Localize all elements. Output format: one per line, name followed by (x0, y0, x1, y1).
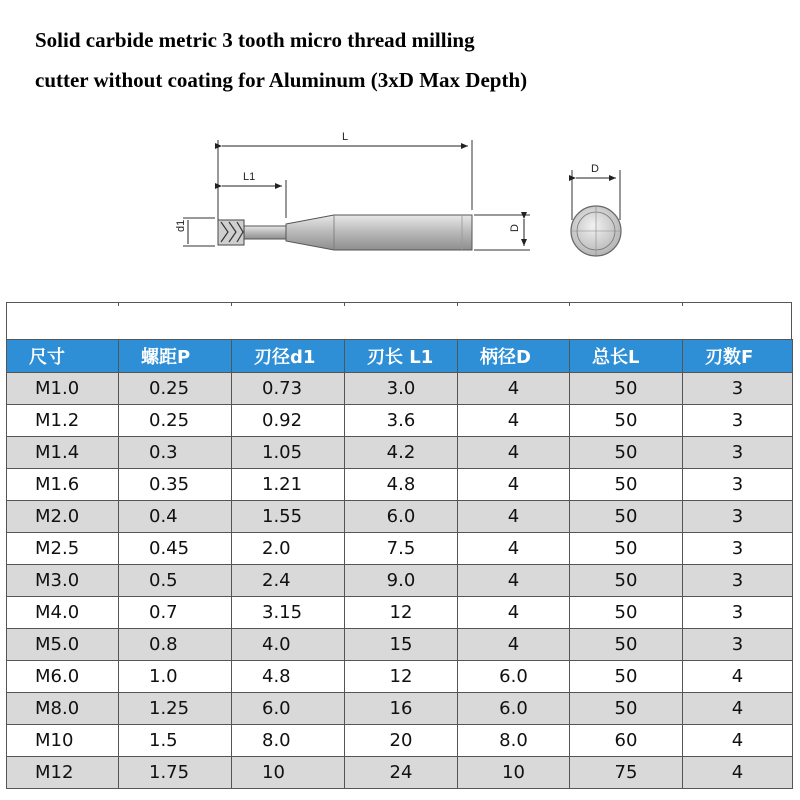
cell-shank-diameter: 8.0 (458, 725, 570, 757)
cell-shank-diameter: 4 (458, 373, 570, 405)
cell-size: M4.0 (7, 597, 119, 629)
cell-pitch: 0.25 (119, 405, 232, 437)
cell-pitch: 0.35 (119, 469, 232, 501)
table-row (7, 597, 793, 629)
dim-label-L1: L1 (243, 171, 256, 183)
header-cutting-length: 刃长 L1 (345, 340, 458, 373)
dim-label-d1: d1 (175, 219, 187, 232)
cell-size: M3.0 (7, 565, 119, 597)
cell-cutting-length: 20 (345, 725, 458, 757)
cell-shank-diameter: 6.0 (458, 693, 570, 725)
cell-flutes: 4 (683, 757, 793, 789)
spec-table (6, 339, 793, 789)
dim-label-L: L (342, 131, 349, 143)
cell-flutes: 4 (683, 661, 793, 693)
cell-cutting-length: 3.6 (345, 405, 458, 437)
cell-pitch: 1.5 (119, 725, 232, 757)
cell-pitch: 0.5 (119, 565, 232, 597)
cell-overall-length: 50 (570, 661, 683, 693)
cell-size: M6.0 (7, 661, 119, 693)
cell-cutting-length: 4.8 (345, 469, 458, 501)
cell-cutting-length: 16 (345, 693, 458, 725)
cell-pitch: 1.25 (119, 693, 232, 725)
cell-shank-diameter: 6.0 (458, 661, 570, 693)
cell-cutter-diameter: 6.0 (232, 693, 345, 725)
cell-shank-diameter: 4 (458, 629, 570, 661)
cell-flutes: 4 (683, 725, 793, 757)
cell-pitch: 1.75 (119, 757, 232, 789)
cell-cutting-length: 9.0 (345, 565, 458, 597)
cell-size: M8.0 (7, 693, 119, 725)
title-line-1: Solid carbide metric 3 tooth micro thread milling (35, 28, 475, 52)
cell-shank-diameter: 4 (458, 533, 570, 565)
cell-shank-diameter: 4 (458, 437, 570, 469)
end-view-circle (571, 206, 621, 256)
cell-cutter-diameter: 0.73 (232, 373, 345, 405)
cell-overall-length: 50 (570, 629, 683, 661)
cell-cutter-diameter: 10 (232, 757, 345, 789)
table-row (7, 373, 793, 405)
table-row (7, 405, 793, 437)
cutter-drawing (0, 120, 800, 280)
title-line-2: cutter without coating for Aluminum (3xD Max Depth) (35, 68, 528, 92)
cell-size: M10 (7, 725, 119, 757)
table-blank-row (6, 302, 792, 339)
cell-overall-length: 50 (570, 437, 683, 469)
cell-cutter-diameter: 3.15 (232, 597, 345, 629)
cell-pitch: 0.7 (119, 597, 232, 629)
cell-pitch: 0.25 (119, 373, 232, 405)
cell-cutter-diameter: 4.8 (232, 661, 345, 693)
cell-cutting-length: 24 (345, 757, 458, 789)
cell-flutes: 3 (683, 629, 793, 661)
table-row (7, 725, 793, 757)
spec-table-container (6, 302, 792, 789)
cell-flutes: 3 (683, 373, 793, 405)
table-header-row (7, 340, 793, 373)
cell-size: M2.5 (7, 533, 119, 565)
cell-cutter-diameter: 1.05 (232, 437, 345, 469)
cell-flutes: 3 (683, 437, 793, 469)
cell-cutter-diameter: 2.4 (232, 565, 345, 597)
dim-label-D-end: D (591, 163, 599, 175)
cell-size: M1.0 (7, 373, 119, 405)
cell-overall-length: 75 (570, 757, 683, 789)
table-row (7, 661, 793, 693)
table-row (7, 629, 793, 661)
cell-cutting-length: 15 (345, 629, 458, 661)
cell-size: M1.4 (7, 437, 119, 469)
cell-overall-length: 50 (570, 693, 683, 725)
cutter-body (218, 215, 472, 250)
cell-flutes: 4 (683, 693, 793, 725)
table-row (7, 533, 793, 565)
cell-size: M1.6 (7, 469, 119, 501)
cell-shank-diameter: 4 (458, 501, 570, 533)
cell-overall-length: 50 (570, 405, 683, 437)
cell-shank-diameter: 4 (458, 405, 570, 437)
cell-flutes: 3 (683, 565, 793, 597)
table-row (7, 437, 793, 469)
cell-size: M12 (7, 757, 119, 789)
cell-pitch: 0.8 (119, 629, 232, 661)
cell-size: M2.0 (7, 501, 119, 533)
cell-flutes: 3 (683, 597, 793, 629)
cell-cutter-diameter: 1.55 (232, 501, 345, 533)
cell-cutter-diameter: 1.21 (232, 469, 345, 501)
cell-cutting-length: 12 (345, 661, 458, 693)
header-shank-diameter: 柄径D (458, 340, 570, 373)
cell-overall-length: 50 (570, 565, 683, 597)
table-row (7, 469, 793, 501)
header-size: 尺寸 (7, 340, 119, 373)
cell-cutter-diameter: 8.0 (232, 725, 345, 757)
cell-cutting-length: 6.0 (345, 501, 458, 533)
table-row (7, 565, 793, 597)
cell-pitch: 0.3 (119, 437, 232, 469)
cell-cutting-length: 3.0 (345, 373, 458, 405)
cell-shank-diameter: 10 (458, 757, 570, 789)
cell-shank-diameter: 4 (458, 565, 570, 597)
cell-shank-diameter: 4 (458, 469, 570, 501)
cell-overall-length: 50 (570, 469, 683, 501)
cell-flutes: 3 (683, 405, 793, 437)
cell-cutter-diameter: 4.0 (232, 629, 345, 661)
table-row (7, 501, 793, 533)
header-overall-length: 总长L (570, 340, 683, 373)
cell-overall-length: 50 (570, 597, 683, 629)
cell-size: M1.2 (7, 405, 119, 437)
cell-shank-diameter: 4 (458, 597, 570, 629)
cell-pitch: 0.4 (119, 501, 232, 533)
cell-overall-length: 50 (570, 501, 683, 533)
cell-cutting-length: 12 (345, 597, 458, 629)
cell-flutes: 3 (683, 533, 793, 565)
cell-size: M5.0 (7, 629, 119, 661)
cell-cutting-length: 7.5 (345, 533, 458, 565)
cell-pitch: 0.45 (119, 533, 232, 565)
cell-flutes: 3 (683, 469, 793, 501)
cell-cutting-length: 4.2 (345, 437, 458, 469)
table-row (7, 693, 793, 725)
header-flutes: 刃数F (683, 340, 793, 373)
cell-overall-length: 50 (570, 373, 683, 405)
cell-overall-length: 50 (570, 533, 683, 565)
cell-pitch: 1.0 (119, 661, 232, 693)
header-pitch: 螺距P (119, 340, 232, 373)
cell-cutter-diameter: 0.92 (232, 405, 345, 437)
cell-overall-length: 60 (570, 725, 683, 757)
cell-cutter-diameter: 2.0 (232, 533, 345, 565)
dim-label-D-side: D (509, 224, 521, 232)
cell-flutes: 3 (683, 501, 793, 533)
header-cutter-diameter: 刃径d1 (232, 340, 345, 373)
table-row (7, 757, 793, 789)
